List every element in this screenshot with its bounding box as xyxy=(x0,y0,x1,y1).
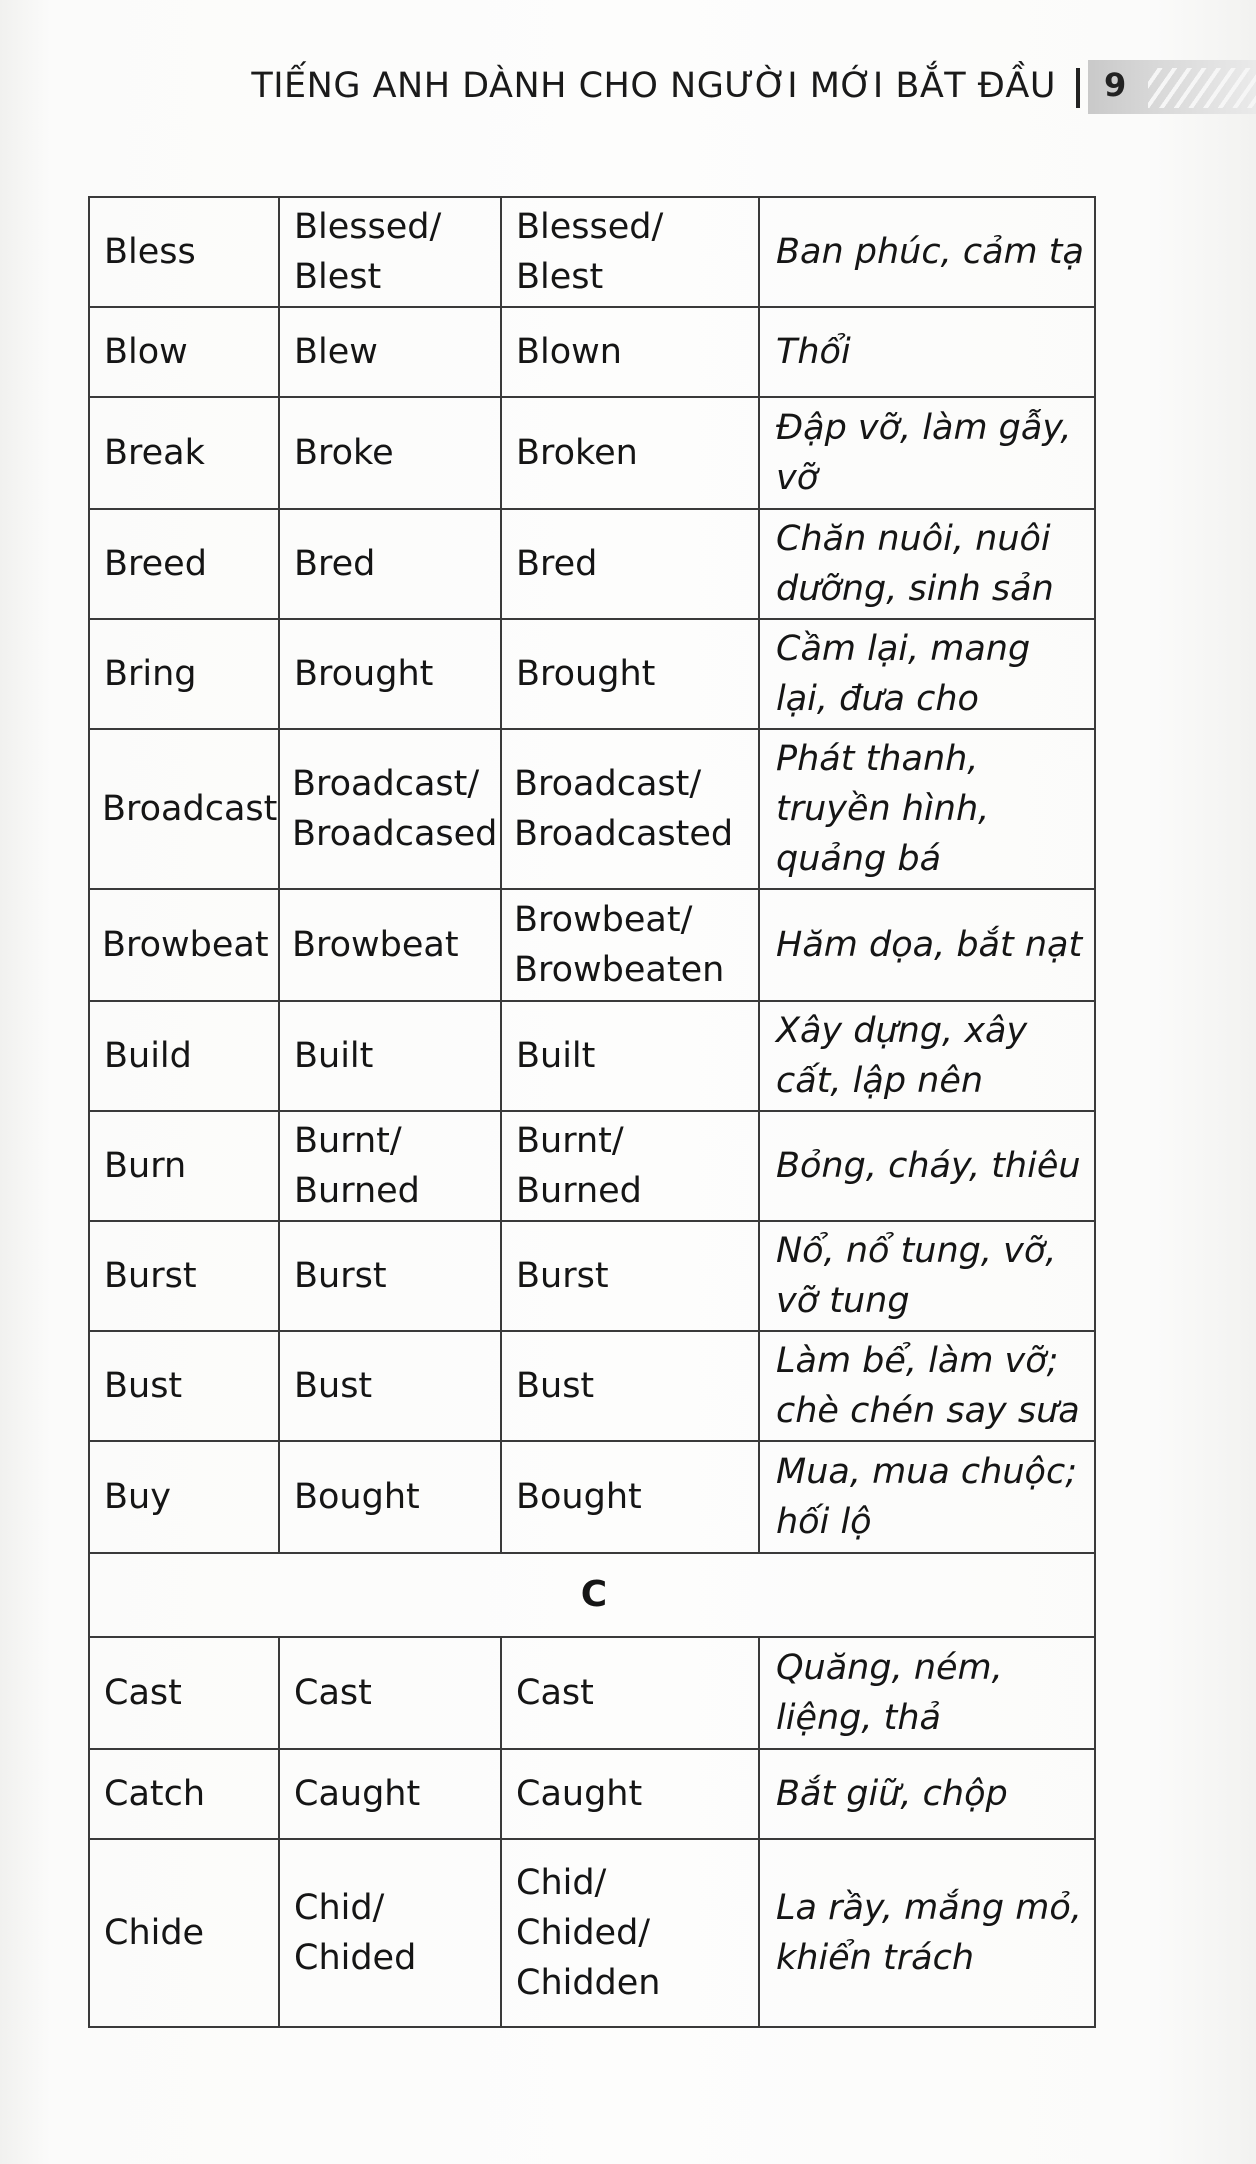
verb-participle: Built xyxy=(501,1001,759,1111)
verb-base: Catch xyxy=(89,1749,279,1839)
verb-base: Browbeat xyxy=(89,889,279,1001)
table-row xyxy=(89,1839,1095,2027)
table-row xyxy=(89,1441,1095,1553)
table-row xyxy=(89,889,1095,1001)
table-row xyxy=(89,1111,1095,1221)
verb-participle: Chid/ Chided/ Chidden xyxy=(501,1839,759,2027)
verb-participle: Bred xyxy=(501,509,759,619)
verb-participle: Cast xyxy=(501,1637,759,1749)
verb-base: Bust xyxy=(89,1331,279,1441)
verb-participle: Blessed/ Blest xyxy=(501,197,759,307)
verb-meaning: La rầy, mắng mỏ, khiển trách xyxy=(759,1839,1095,2027)
verb-base: Breed xyxy=(89,509,279,619)
verb-past: Cast xyxy=(279,1637,501,1749)
running-header xyxy=(251,58,1256,118)
verb-participle: Burnt/ Burned xyxy=(501,1111,759,1221)
verb-participle: Burst xyxy=(501,1221,759,1331)
verb-base: Break xyxy=(89,397,279,509)
verb-meaning: Bắt giữ, chộp xyxy=(759,1749,1095,1839)
table-row xyxy=(89,1001,1095,1111)
verb-past: Blessed/ Blest xyxy=(279,197,501,307)
verb-past: Burst xyxy=(279,1221,501,1331)
verb-past: Broke xyxy=(279,397,501,509)
verb-base: Burst xyxy=(89,1221,279,1331)
hatch-decoration xyxy=(1148,68,1256,108)
verb-base: Build xyxy=(89,1001,279,1111)
verb-meaning: Đập vỡ, làm gẫy, vỡ xyxy=(759,397,1095,509)
verb-meaning: Làm bể, làm vỡ; chè chén say sưa xyxy=(759,1331,1095,1441)
book-title: TIẾNG ANH DÀNH CHO NGƯỜI MỚI BẮT ĐẦU xyxy=(251,66,1056,106)
verb-past: Caught xyxy=(279,1749,501,1839)
verb-past: Browbeat xyxy=(279,889,501,1001)
table-row xyxy=(89,1749,1095,1839)
verb-base: Broadcast xyxy=(89,729,279,889)
verb-participle: Broken xyxy=(501,397,759,509)
verb-base: Buy xyxy=(89,1441,279,1553)
section-heading: C xyxy=(89,1553,1095,1637)
verb-participle: Brought xyxy=(501,619,759,729)
verb-meaning: Hăm dọa, bắt nạt xyxy=(759,889,1095,1001)
verb-past: Bust xyxy=(279,1331,501,1441)
verb-past: Broadcast/ Broadcased xyxy=(279,729,501,889)
verb-meaning: Ban phúc, cảm tạ xyxy=(759,197,1095,307)
verb-meaning: Chăn nuôi, nuôi dưỡng, sinh sản xyxy=(759,509,1095,619)
verb-meaning: Phát thanh, truyền hình, quảng bá xyxy=(759,729,1095,889)
table-row xyxy=(89,729,1095,889)
verb-meaning: Nổ, nổ tung, vỡ, vỡ tung xyxy=(759,1221,1095,1331)
verb-past: Brought xyxy=(279,619,501,729)
verb-base: Blow xyxy=(89,307,279,397)
verb-participle: Blown xyxy=(501,307,759,397)
table-row xyxy=(89,397,1095,509)
page-number-tab xyxy=(1088,60,1256,114)
verb-participle: Browbeat/ Browbeaten xyxy=(501,889,759,1001)
verb-participle: Bust xyxy=(501,1331,759,1441)
verb-meaning: Mua, mua chuộc; hối lộ xyxy=(759,1441,1095,1553)
verb-past: Built xyxy=(279,1001,501,1111)
table-row xyxy=(89,197,1095,307)
verb-past: Blew xyxy=(279,307,501,397)
verb-base: Chide xyxy=(89,1839,279,2027)
verb-meaning: Thổi xyxy=(759,307,1095,397)
irregular-verb-table xyxy=(88,196,1096,2028)
verb-past: Chid/ Chided xyxy=(279,1839,501,2027)
verb-base: Burn xyxy=(89,1111,279,1221)
verb-base: Bring xyxy=(89,619,279,729)
verb-past: Bred xyxy=(279,509,501,619)
verb-base: Bless xyxy=(89,197,279,307)
verb-meaning: Xây dựng, xây cất, lập nên xyxy=(759,1001,1095,1111)
table-row xyxy=(89,509,1095,619)
table-row xyxy=(89,1221,1095,1331)
verb-participle: Caught xyxy=(501,1749,759,1839)
verb-past: Bought xyxy=(279,1441,501,1553)
verb-meaning: Bỏng, cháy, thiêu xyxy=(759,1111,1095,1221)
page-number: 9 xyxy=(1104,66,1127,104)
verb-base: Cast xyxy=(89,1637,279,1749)
section-row xyxy=(89,1553,1095,1637)
table-row xyxy=(89,619,1095,729)
verb-participle: Bought xyxy=(501,1441,759,1553)
verb-meaning: Cầm lại, mang lại, đưa cho xyxy=(759,619,1095,729)
table-row xyxy=(89,1637,1095,1749)
table-row xyxy=(89,1331,1095,1441)
verb-participle: Broadcast/ Broadcasted xyxy=(501,729,759,889)
header-divider xyxy=(1076,68,1080,108)
verb-meaning: Quăng, ném, liệng, thả xyxy=(759,1637,1095,1749)
verb-past: Burnt/ Burned xyxy=(279,1111,501,1221)
table-row xyxy=(89,307,1095,397)
